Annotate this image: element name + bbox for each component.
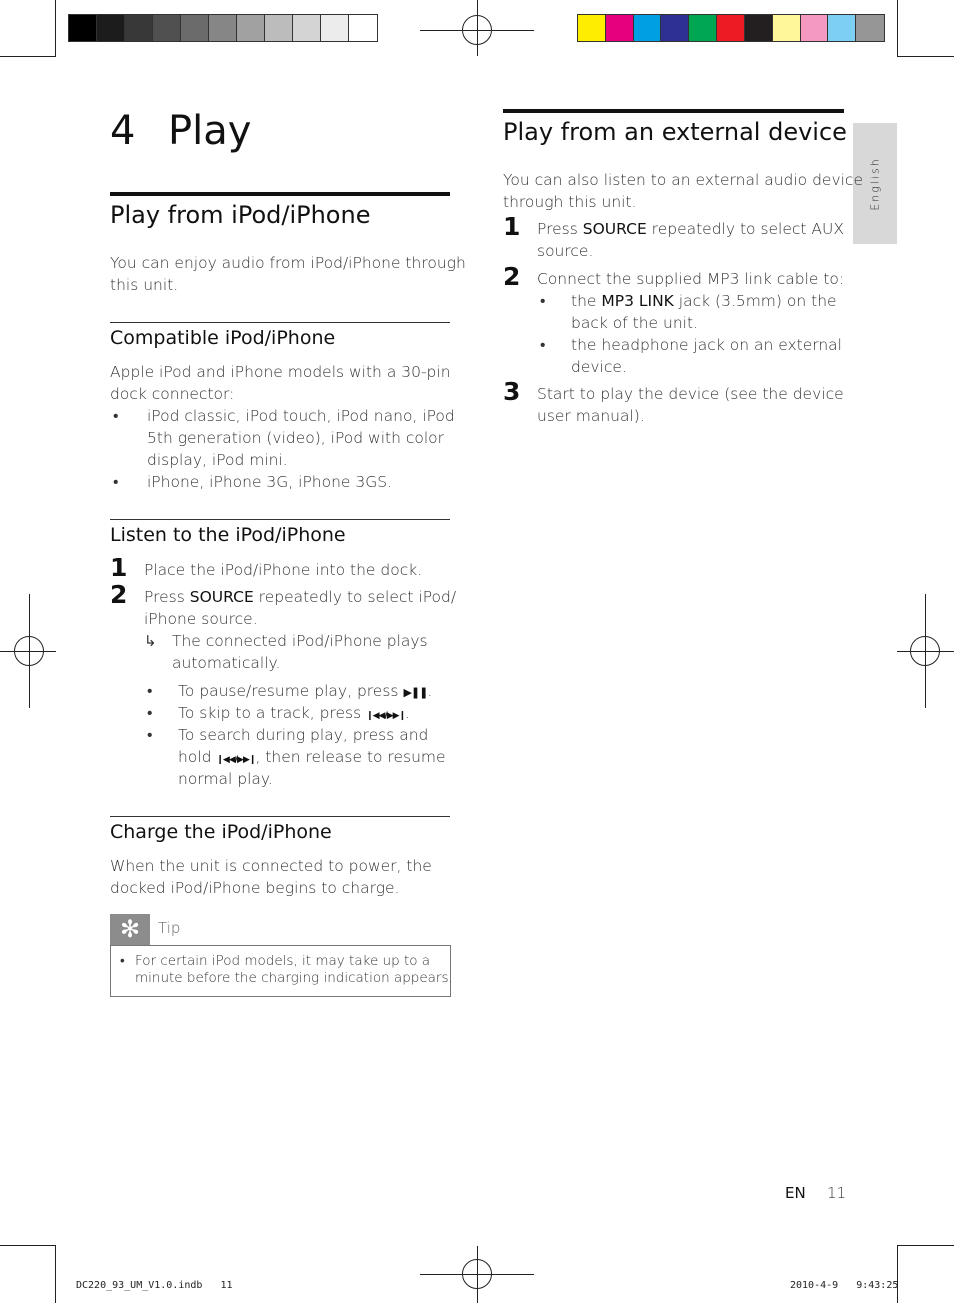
step-number: 1 <box>110 553 128 582</box>
heading-charge: Charge the iPod/iPhone <box>110 821 332 843</box>
result-arrow-icon: ↳ <box>144 632 157 650</box>
color-swatch <box>237 15 265 41</box>
subsection-rule <box>110 816 450 817</box>
color-swatch <box>717 15 745 41</box>
list-item-line: 5th generation (video), iPod with color <box>147 429 444 447</box>
color-swatch <box>828 15 856 41</box>
color-swatch <box>69 15 97 41</box>
language-label: English <box>868 156 882 211</box>
color-swatch <box>181 15 209 41</box>
step-text-part: repeatedly to select iPod/ <box>253 588 457 606</box>
color-swatch <box>689 15 717 41</box>
tip-bullet: • <box>120 953 125 969</box>
color-swatch <box>661 15 689 41</box>
color-swatch <box>634 15 662 41</box>
chapter-number: 4 <box>110 108 136 154</box>
step-text <box>144 586 456 608</box>
list-item: • To pause/resume play, press ▶❚❚. <box>147 682 433 700</box>
intro-line: You can also listen to an external audio device <box>503 171 863 189</box>
crop-mark <box>0 1245 56 1246</box>
list-item-line: normal play. <box>178 770 273 788</box>
color-swatch <box>745 15 773 41</box>
section-title-external: Play from an external device <box>503 118 847 146</box>
list-item-text: To pause/resume play, press <box>178 682 404 700</box>
section-rule <box>110 192 450 196</box>
step-number: 2 <box>110 580 128 609</box>
step-number: 1 <box>503 212 521 241</box>
list-item-line: the headphone jack on an external <box>571 336 842 354</box>
list-item: • the headphone jack on an external device. <box>540 336 842 376</box>
list-item-text: . <box>427 682 433 700</box>
list-item-text: the <box>571 292 602 310</box>
crop-mark <box>897 1245 954 1246</box>
charge-text: When the unit is connected to power, the <box>110 857 432 875</box>
list-item: • the MP3 LINK jack (3.5mm) on the back of the unit. <box>540 292 837 332</box>
section-title-ipod: Play from iPod/iPhone <box>110 201 371 229</box>
chapter-title <box>110 108 251 154</box>
intro-line: this unit. <box>110 276 179 294</box>
result-text: automatically. <box>172 654 281 672</box>
crop-mark <box>55 0 56 57</box>
list-item: • To skip to a track, press ❙◀◀/▶▶❙. <box>147 704 411 722</box>
step-text: iPhone source. <box>144 610 258 628</box>
page-number: 11 <box>827 1184 847 1202</box>
chapter-name: Play <box>168 108 252 154</box>
subsection-rule <box>110 322 450 323</box>
skip-icon: ❙◀◀/▶▶❙ <box>216 755 256 765</box>
step-text: Place the iPod/iPhone into the dock. <box>144 561 423 579</box>
color-swatch <box>321 15 349 41</box>
step-number: 2 <box>503 262 521 291</box>
color-swatch <box>293 15 321 41</box>
color-swatch <box>856 15 884 41</box>
list-item: • iPod classic, iPod touch, iPod nano, iPod 5th generation (video), iPod with color display, iPod mini. <box>113 407 455 469</box>
list-item-line: display, iPod mini. <box>147 451 288 469</box>
intro-line: through this unit. <box>503 193 637 211</box>
list-item-text: . <box>405 704 411 722</box>
result-text: The connected iPod/iPhone plays <box>172 632 428 650</box>
color-swatch-bar <box>577 14 885 42</box>
heading-compatible: Compatible iPod/iPhone <box>110 327 336 349</box>
color-swatch <box>153 15 181 41</box>
list-item-line: To search during play, press and <box>178 726 429 744</box>
list-item: • iPhone, iPhone 3G, iPhone 3GS. <box>113 473 393 491</box>
list-item-line: device. <box>571 358 627 376</box>
crop-mark <box>897 0 898 57</box>
tip-label: Tip <box>158 919 181 937</box>
step-text <box>537 218 844 240</box>
mp3-link-key: MP3 LINK <box>601 292 674 310</box>
tip-text: For certain iPod models, it may take up to a <box>135 953 431 969</box>
heading-listen: Listen to the iPod/iPhone <box>110 524 346 546</box>
step-number: 3 <box>503 377 521 406</box>
step-text: Connect the supplied MP3 link cable to: <box>537 270 845 288</box>
crop-mark <box>55 1245 56 1303</box>
color-swatch <box>97 15 125 41</box>
source-key: SOURCE <box>582 220 647 238</box>
section-rule <box>503 109 844 113</box>
list-item-line: iPod classic, iPod touch, iPod nano, iPod <box>147 407 455 425</box>
color-swatch <box>125 15 153 41</box>
color-swatch <box>209 15 237 41</box>
list-item-text: , then release to resume <box>255 748 446 766</box>
compatible-text: dock connector: <box>110 385 235 403</box>
color-swatch <box>773 15 801 41</box>
step-text: source. <box>537 242 594 260</box>
list-item: • To search during play, press and hold ❙◀◀/▶▶❙, then release to resume normal play. <box>147 726 446 788</box>
tip-icon: ✻ <box>110 914 150 945</box>
compatible-text: Apple iPod and iPhone models with a 30-pin <box>110 363 451 381</box>
step-text-part: Press <box>537 220 583 238</box>
crop-mark <box>897 1245 898 1303</box>
list-item-line: back of the unit. <box>571 314 698 332</box>
step-text-part: Press <box>144 588 190 606</box>
charge-text: docked iPod/iPhone begins to charge. <box>110 879 400 897</box>
color-swatch <box>578 15 606 41</box>
skip-icon: ❙◀◀/▶▶❙ <box>366 711 406 721</box>
color-swatch <box>265 15 293 41</box>
crop-mark <box>897 56 954 57</box>
list-item-text: hold <box>178 748 217 766</box>
intro-line: You can enjoy audio from iPod/iPhone through <box>110 254 466 272</box>
footer-language: EN <box>785 1184 806 1202</box>
list-item-line: iPhone, iPhone 3G, iPhone 3GS. <box>147 473 393 491</box>
tip-text: minute before the charging indication appears. <box>135 970 453 986</box>
play-pause-icon: ▶❚❚ <box>403 686 428 699</box>
color-swatch <box>606 15 634 41</box>
step-text: Start to play the device (see the device <box>537 385 844 403</box>
color-swatch <box>349 15 377 41</box>
slug-timestamp: 2010-4-9 9:43:25 <box>790 1280 899 1291</box>
slug-filename: DC220_93_UM_V1.0.indb 11 <box>76 1280 233 1291</box>
list-item-text: jack (3.5mm) on the <box>673 292 837 310</box>
list-item-text: To skip to a track, press <box>178 704 367 722</box>
step-text-part: repeatedly to select AUX <box>646 220 844 238</box>
subsection-rule <box>110 519 450 520</box>
gray-swatch-bar <box>68 14 378 42</box>
crop-mark <box>0 56 56 57</box>
color-swatch <box>801 15 829 41</box>
step-text: user manual). <box>537 407 645 425</box>
source-key: SOURCE <box>189 588 254 606</box>
